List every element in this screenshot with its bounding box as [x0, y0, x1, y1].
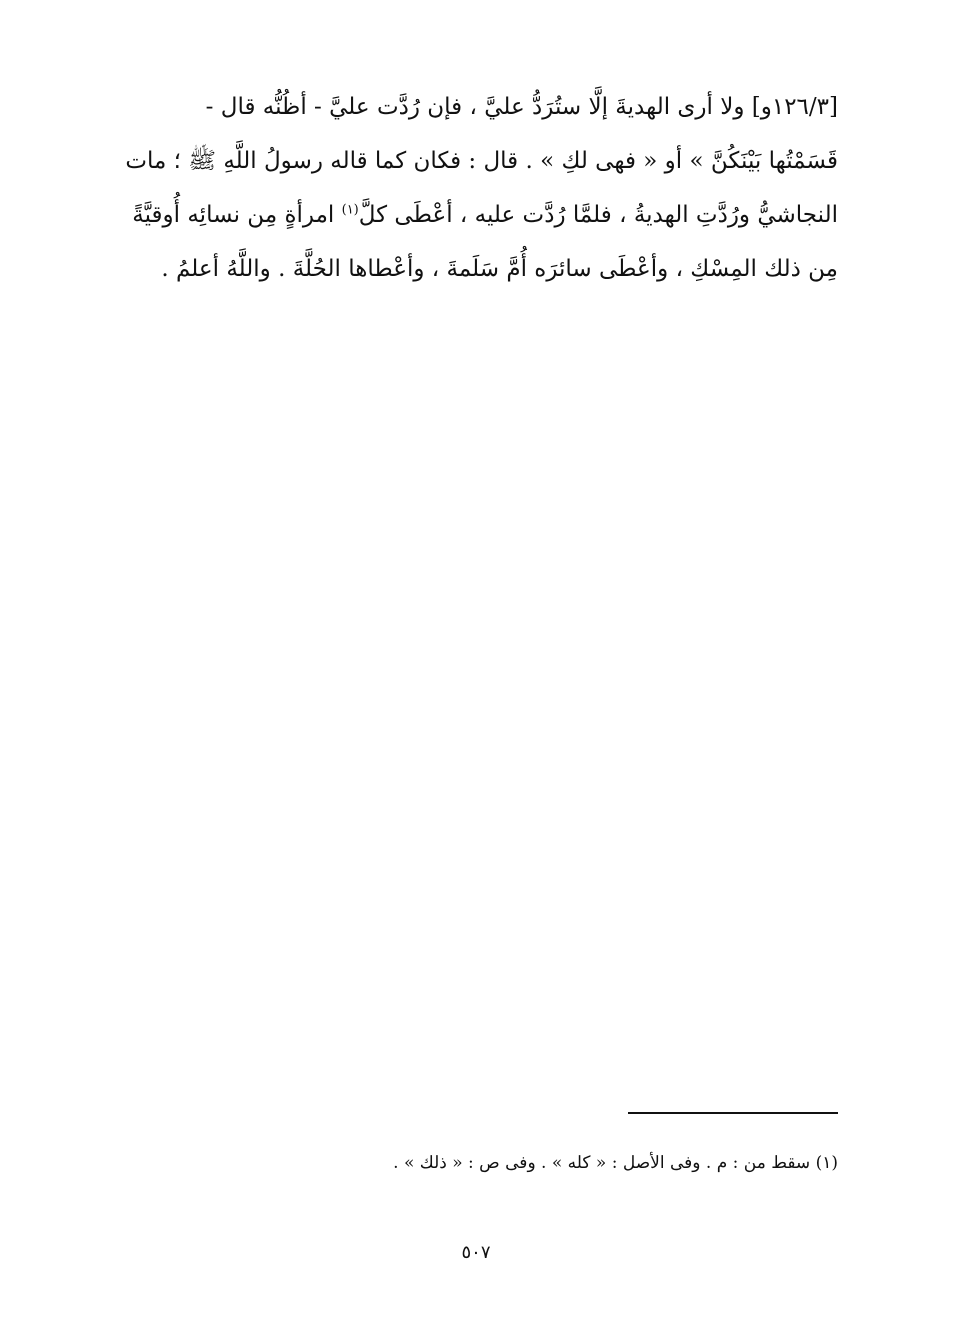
text-line-3: [118, 188, 838, 242]
text-line-2: قَسَمْتُها بَيْنَكُنَّ » أو « فهى لكِ » . قال : فكان كما قاله رسولُ اللَّهِ ﷺ ؛ مات: [125, 148, 838, 174]
footnote: (١) سقط من : م . وفى الأصل : « كله » . وفى ص : « ذلك » .: [393, 1153, 838, 1173]
text-line-4: مِن ذلك المِسْكِ ، وأعْطَى سائرَه أُمَّ سَلَمةَ ، وأعْطاها الحُلَّةَ . واللَّهُ أعلمُ .: [161, 256, 838, 282]
page-number: ٥٠٧: [461, 1242, 491, 1263]
footnote-divider: [628, 1112, 838, 1114]
text-line-1: [١٢٦/٣و] ولا أرى الهديةَ إلَّا ستُرَدُّ عليَّ ، فإن رُدَّت عليَّ - أظُنُّه قال -: [205, 94, 838, 120]
text-line-3-before: النجاشيُّ ورُدَّتِ الهديةُ ، فلمَّا رُدَّت عليه ، أعْطَى كلَّ: [358, 202, 838, 228]
text-line-3-after: امرأةٍ مِن نسائِه أُوقيَّةً: [132, 202, 342, 228]
main-text: [118, 80, 838, 296]
footnote-marker: (١): [341, 202, 359, 218]
